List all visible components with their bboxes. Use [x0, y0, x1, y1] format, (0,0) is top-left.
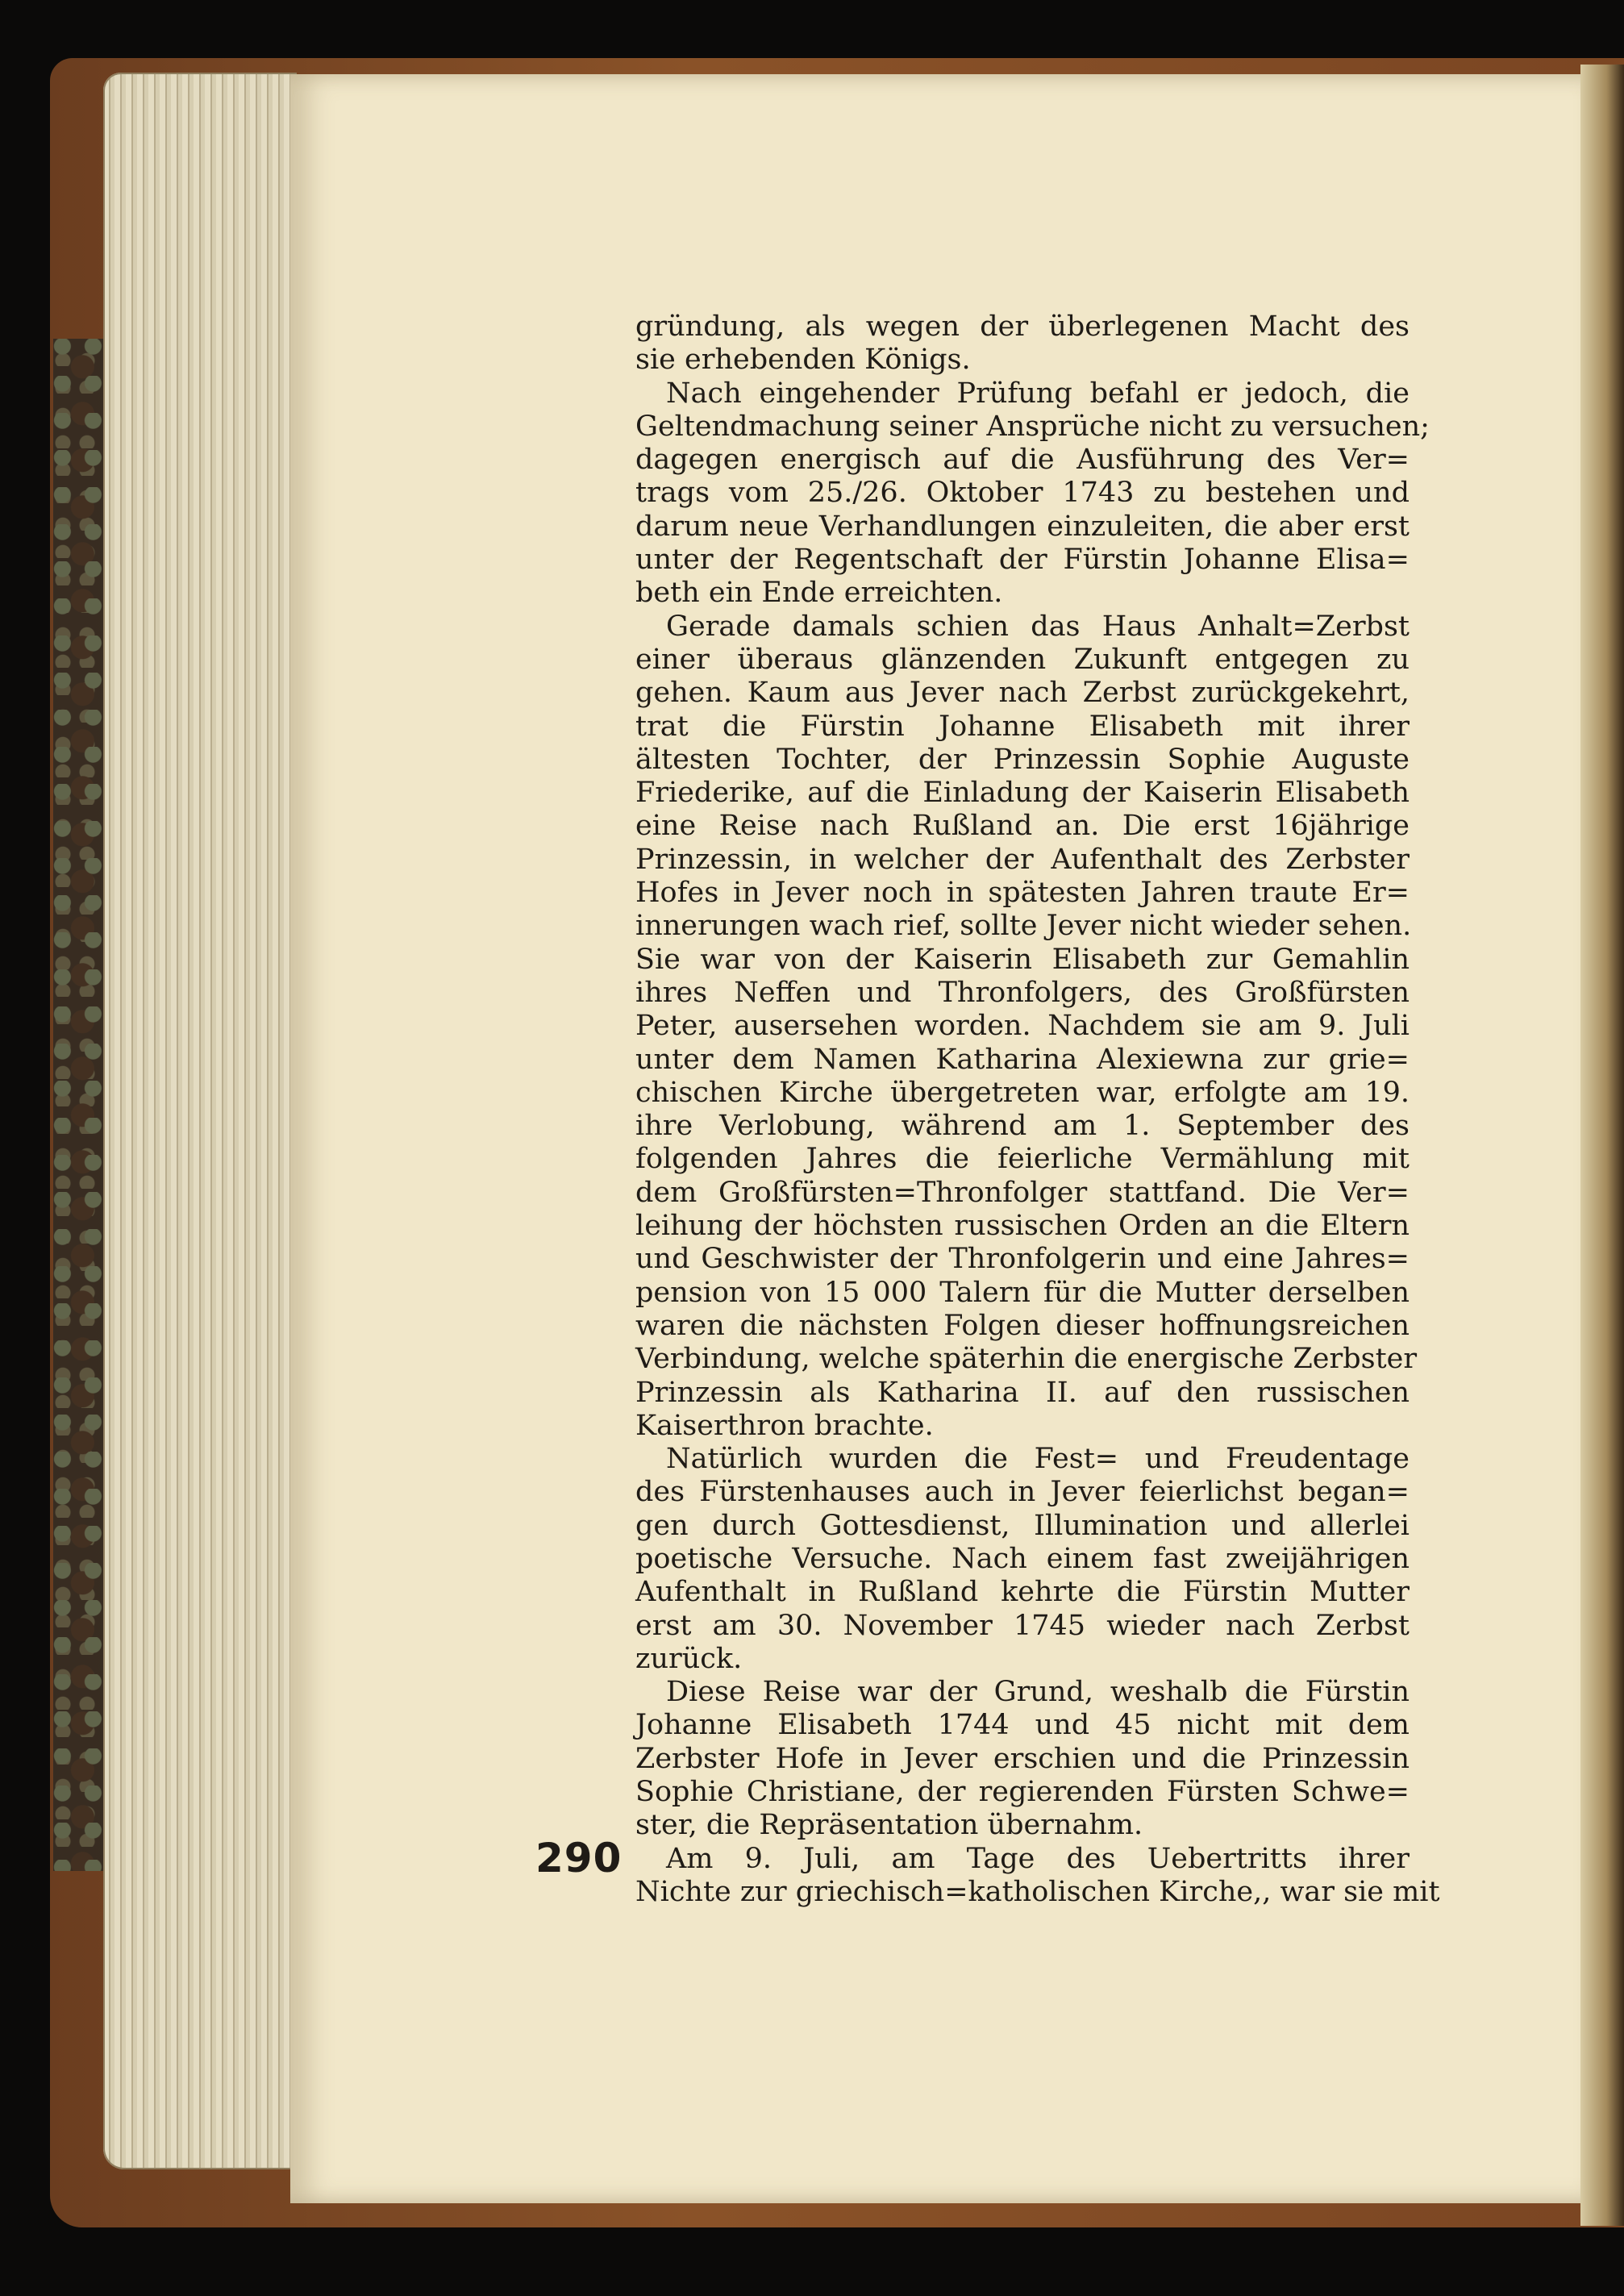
- text-line: Kaiserthron brachte.: [635, 1409, 934, 1442]
- text-line: ihre Verlobung, während am 1. September des: [635, 1110, 1410, 1143]
- page-gutter-edge: [1580, 65, 1624, 2226]
- text-line: folgenden Jahres die feierliche Vermählung mit: [635, 1143, 1410, 1176]
- text-line: dagegen energisch auf die Ausführung des Ver=: [635, 444, 1410, 477]
- text-line: Friederike, auf die Einladung der Kaiserin Elisabeth: [635, 777, 1410, 810]
- text-line: eine Reise nach Rußland an. Die erst 16jährige: [635, 810, 1410, 843]
- text-line: chischen Kirche übergetreten war, erfolgte am 19.: [635, 1076, 1410, 1109]
- text-line: pension von 15 000 Talern für die Mutter derselben: [635, 1276, 1410, 1309]
- text-line: trags vom 25./26. Oktober 1743 zu bestehen und: [635, 477, 1410, 510]
- text-line: Diese Reise war der Grund, weshalb die Fürstin: [666, 1676, 1410, 1709]
- text-line: Sie war von der Kaiserin Elisabeth zur Gemahlin: [635, 943, 1410, 976]
- text-line: gehen. Kaum aus Jever nach Zerbst zurückgekehrt,: [635, 677, 1410, 710]
- text-line: trat die Fürstin Johanne Elisabeth mit ihrer: [635, 710, 1410, 743]
- text-line: erst am 30. November 1745 wieder nach Zerbst: [635, 1609, 1410, 1642]
- text-line: des Fürstenhauses auch in Jever feierlichst began=: [635, 1476, 1410, 1509]
- text-line: darum neue Verhandlungen einzuleiten, die aber erst: [635, 510, 1410, 543]
- text-line: ster, die Repräsentation übernahm.: [635, 1809, 1143, 1842]
- text-line: waren die nächsten Folgen dieser hoffnungsreichen: [635, 1309, 1410, 1342]
- text-line: unter der Regentschaft der Fürstin Johanne Elisa=: [635, 544, 1410, 577]
- text-line: innerungen wach rief, sollte Jever nicht wieder sehen.: [635, 910, 1412, 943]
- text-line: Johanne Elisabeth 1744 und 45 nicht mit dem: [635, 1709, 1410, 1742]
- text-line: Verbindung, welche späterhin die energische Zerbster: [635, 1343, 1418, 1376]
- text-line: Peter, ausersehen worden. Nachdem sie am 9. Juli: [635, 1010, 1410, 1043]
- text-line: Natürlich wurden die Fest= und Freudentage: [666, 1443, 1410, 1476]
- text-line: Sophie Christiane, der regierenden Fürsten Schwe=: [635, 1776, 1410, 1809]
- text-line: gründung, als wegen der überlegenen Macht des: [635, 310, 1410, 343]
- text-line: zurück.: [635, 1642, 743, 1675]
- text-line: gen durch Gottesdienst, Illumination und allerlei: [635, 1509, 1410, 1542]
- text-line: ihres Neffen und Thronfolgers, des Großfürsten: [635, 976, 1410, 1009]
- text-line: Nach eingehender Prüfung befahl er jedoch, die: [666, 377, 1410, 410]
- text-line: ältesten Tochter, der Prinzessin Sophie Auguste: [635, 743, 1410, 776]
- text-line: Aufenthalt in Rußland kehrte die Fürstin Mutter: [635, 1576, 1410, 1609]
- text-line: poetische Versuche. Nach einem fast zweijährigen: [635, 1542, 1410, 1575]
- text-line: leihung der höchsten russischen Orden an die Eltern: [635, 1210, 1410, 1243]
- text-line: Geltendmachung seiner Ansprüche nicht zu versuchen;: [635, 410, 1430, 443]
- text-line: Am 9. Juli, am Tage des Uebertritts ihrer: [666, 1842, 1410, 1875]
- body-text: [635, 310, 1440, 1909]
- text-line: Zerbster Hofe in Jever erschien und die Prinzessin: [635, 1742, 1410, 1775]
- text-line: beth ein Ende erreichten.: [635, 577, 1003, 610]
- page-edges: [103, 73, 297, 2169]
- text-line: Hofes in Jever noch in spätesten Jahren traute Er=: [635, 877, 1410, 910]
- text-line: einer überaus glänzenden Zukunft entgegen zu: [635, 643, 1410, 676]
- text-line: sie erhebenden Königs.: [635, 344, 971, 377]
- text-line: Gerade damals schien das Haus Anhalt=Zerbst: [666, 610, 1410, 643]
- text-line: dem Großfürsten=Thronfolger stattfand. Die Ver=: [635, 1176, 1410, 1209]
- page-number: 290: [535, 1835, 623, 1881]
- text-line: unter dem Namen Katharina Alexiewna zur grie=: [635, 1043, 1410, 1076]
- text-line: Nichte zur griechisch=katholischen Kirche,, war sie mit: [635, 1875, 1440, 1908]
- text-line: Prinzessin als Katharina II. auf den russischen: [635, 1376, 1410, 1409]
- text-line: Prinzessin, in welcher der Aufenthalt des Zerbster: [635, 843, 1410, 876]
- text-line: und Geschwister der Thronfolgerin und eine Jahres=: [635, 1243, 1410, 1276]
